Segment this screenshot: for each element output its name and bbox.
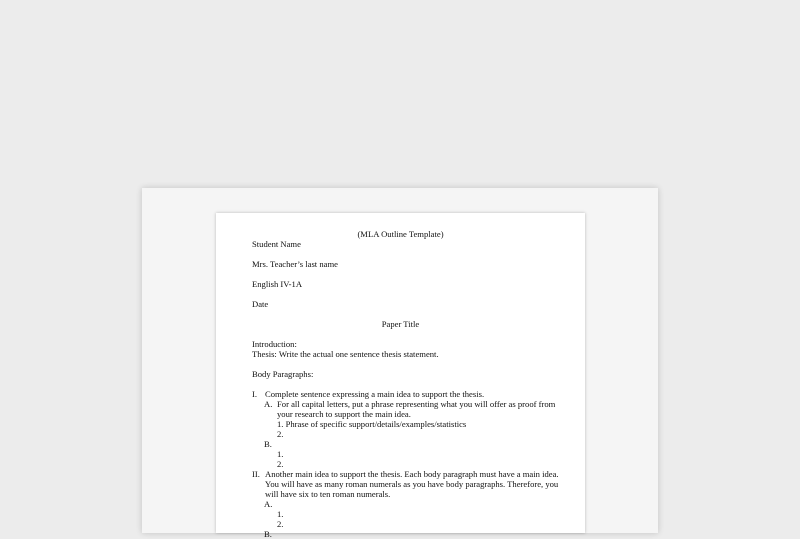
teacher-name: Mrs. Teacher’s last name (252, 259, 338, 269)
thesis-statement: Thesis: Write the actual one sentence thesis statement. (252, 349, 439, 359)
date-line: Date (252, 299, 269, 309)
document-page (216, 213, 585, 539)
outline-ii-a-item-1: 1. (277, 509, 284, 519)
outline-letter-ii-b: B. (264, 529, 272, 539)
outline-letter-ii-a: A. (264, 499, 273, 509)
template-title: (MLA Outline Template) (357, 229, 444, 239)
outline-section-ii-text-line3: will have six to ten roman numerals. (265, 489, 391, 499)
outline-section-ii-text-line2: You will have as many roman numerals as you have body paragraphs. Therefore, you (265, 479, 559, 489)
outline-numeral-ii: II. (252, 469, 260, 479)
outline-i-a-text-line2: your research to support the main idea. (277, 409, 411, 419)
student-name: Student Name (252, 239, 301, 249)
body-paragraphs-label: Body Paragraphs: (252, 369, 314, 379)
outline-letter-i-a: A. (264, 399, 273, 409)
outline-section-i-text: Complete sentence expressing a main idea to support the thesis. (265, 389, 485, 399)
outline-i-a-text-line1: For all capital letters, put a phrase representing what you will offer as proof from (277, 399, 556, 409)
outline-numeral-i: I. (252, 389, 258, 399)
outline-section-ii-text-line1: Another main idea to support the thesis. Each body paragraph must have a main idea. (265, 469, 559, 479)
introduction-label: Introduction: (252, 339, 297, 349)
course-name: English IV-1A (252, 279, 303, 289)
outline-i-b-item-1: 1. (277, 449, 284, 459)
outline-letter-i-b: B. (264, 439, 272, 449)
outline-i-a-item-2: 2. (277, 429, 284, 439)
paper-title: Paper Title (381, 319, 420, 329)
outline-i-b-item-2: 2. (277, 459, 284, 469)
outline-ii-a-item-2: 2. (277, 519, 284, 529)
outline-i-a-item-1: 1. Phrase of specific support/details/examples/statistics (277, 419, 467, 429)
